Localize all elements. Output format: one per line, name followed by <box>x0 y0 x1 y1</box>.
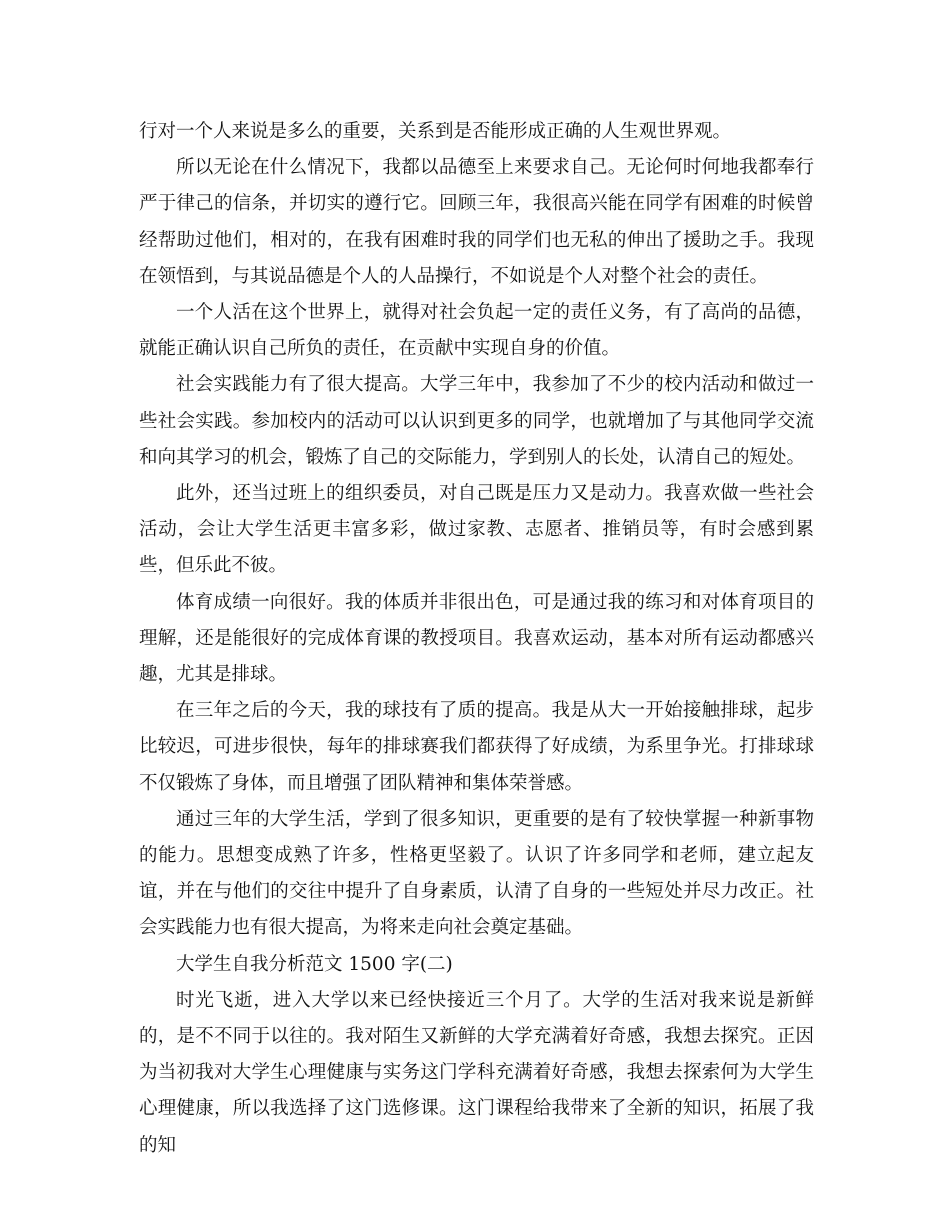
paragraph-part-two-intro: 时光飞逝，进入大学以来已经快接近三个月了。大学的生活对我来说是新鲜的，是不不同于以往的。我对陌生又新鲜的大学充满着好奇感，我想去探究。正因为当初我对大学生心理健康与实务这门学科充满着好奇感，我想去探索何为大学生心理健康，所以我选择了这门选修课。这门课程给我带来了全新的知识，拓展了我的知 <box>139 989 814 1156</box>
paragraph-volleyball: 在三年之后的今天，我的球技有了质的提高。我是从大一开始接触排球，起步比较迟，可进步很快，每年的排球赛我们都获得了好成绩，为系里争光。打排球球不仅锻炼了身体，而且增强了团队精神和集体荣誉感。 <box>139 700 814 794</box>
document-body <box>139 114 814 1164</box>
paragraph-summary: 通过三年的大学生活，学到了很多知识，更重要的是有了较快掌握一种新事物的能力。思想变成熟了许多，性格更坚毅了。认识了许多同学和老师，建立起友谊，并在与他们的交往中提升了自身素质，认清了自身的一些短处并尽力改正。社会实践能力也有很大提高，为将来走向社会奠定基础。 <box>139 808 814 939</box>
paragraph-committee: 此外，还当过班上的组织委员，对自己既是压力又是动力。我喜欢做一些社会活动，会让大学生活更丰富多彩，做过家教、志愿者、推销员等，有时会感到累些，但乐此不彼。 <box>139 483 814 577</box>
paragraph-continuation: 行对一个人来说是多么的重要，关系到是否能形成正确的人生观世界观。 <box>139 121 732 142</box>
paragraph-social-practice: 社会实践能力有了很大提高。大学三年中，我参加了不少的校内活动和做过一些社会实践。参加校内的活动可以认识到更多的同学，也就增加了与其他同学交流和向其学习的机会，锻炼了自己的交际能力，学到别人的长处，认清自己的短处。 <box>139 374 814 468</box>
paragraph-responsibility: 一个人活在这个世界上，就得对社会负起一定的责任义务，有了高尚的品德，就能正确认识自己所负的责任，在贡献中实现自身的价值。 <box>139 302 814 360</box>
paragraph-sports: 体育成绩一向很好。我的体质并非很出色，可是通过我的练习和对体育项目的理解，还是能很好的完成体育课的教授项目。我喜欢运动，基本对所有运动都感兴趣，尤其是排球。 <box>139 591 814 686</box>
section-heading: 大学生自我分析范文 1500 字(二) <box>176 953 453 975</box>
paragraph-character: 所以无论在什么情况下，我都以品德至上来要求自己。无论何时何地我都奉行严于律己的信条，并切实的遵行它。回顾三年，我很高兴能在同学有困难的时候曾经帮助过他们，相对的，在我有困难时我的同学们也无私的伸出了援助之手。我现在领悟到，与其说品德是个人的人品操行，不如说是个人对整个社会的责任。 <box>139 157 814 287</box>
